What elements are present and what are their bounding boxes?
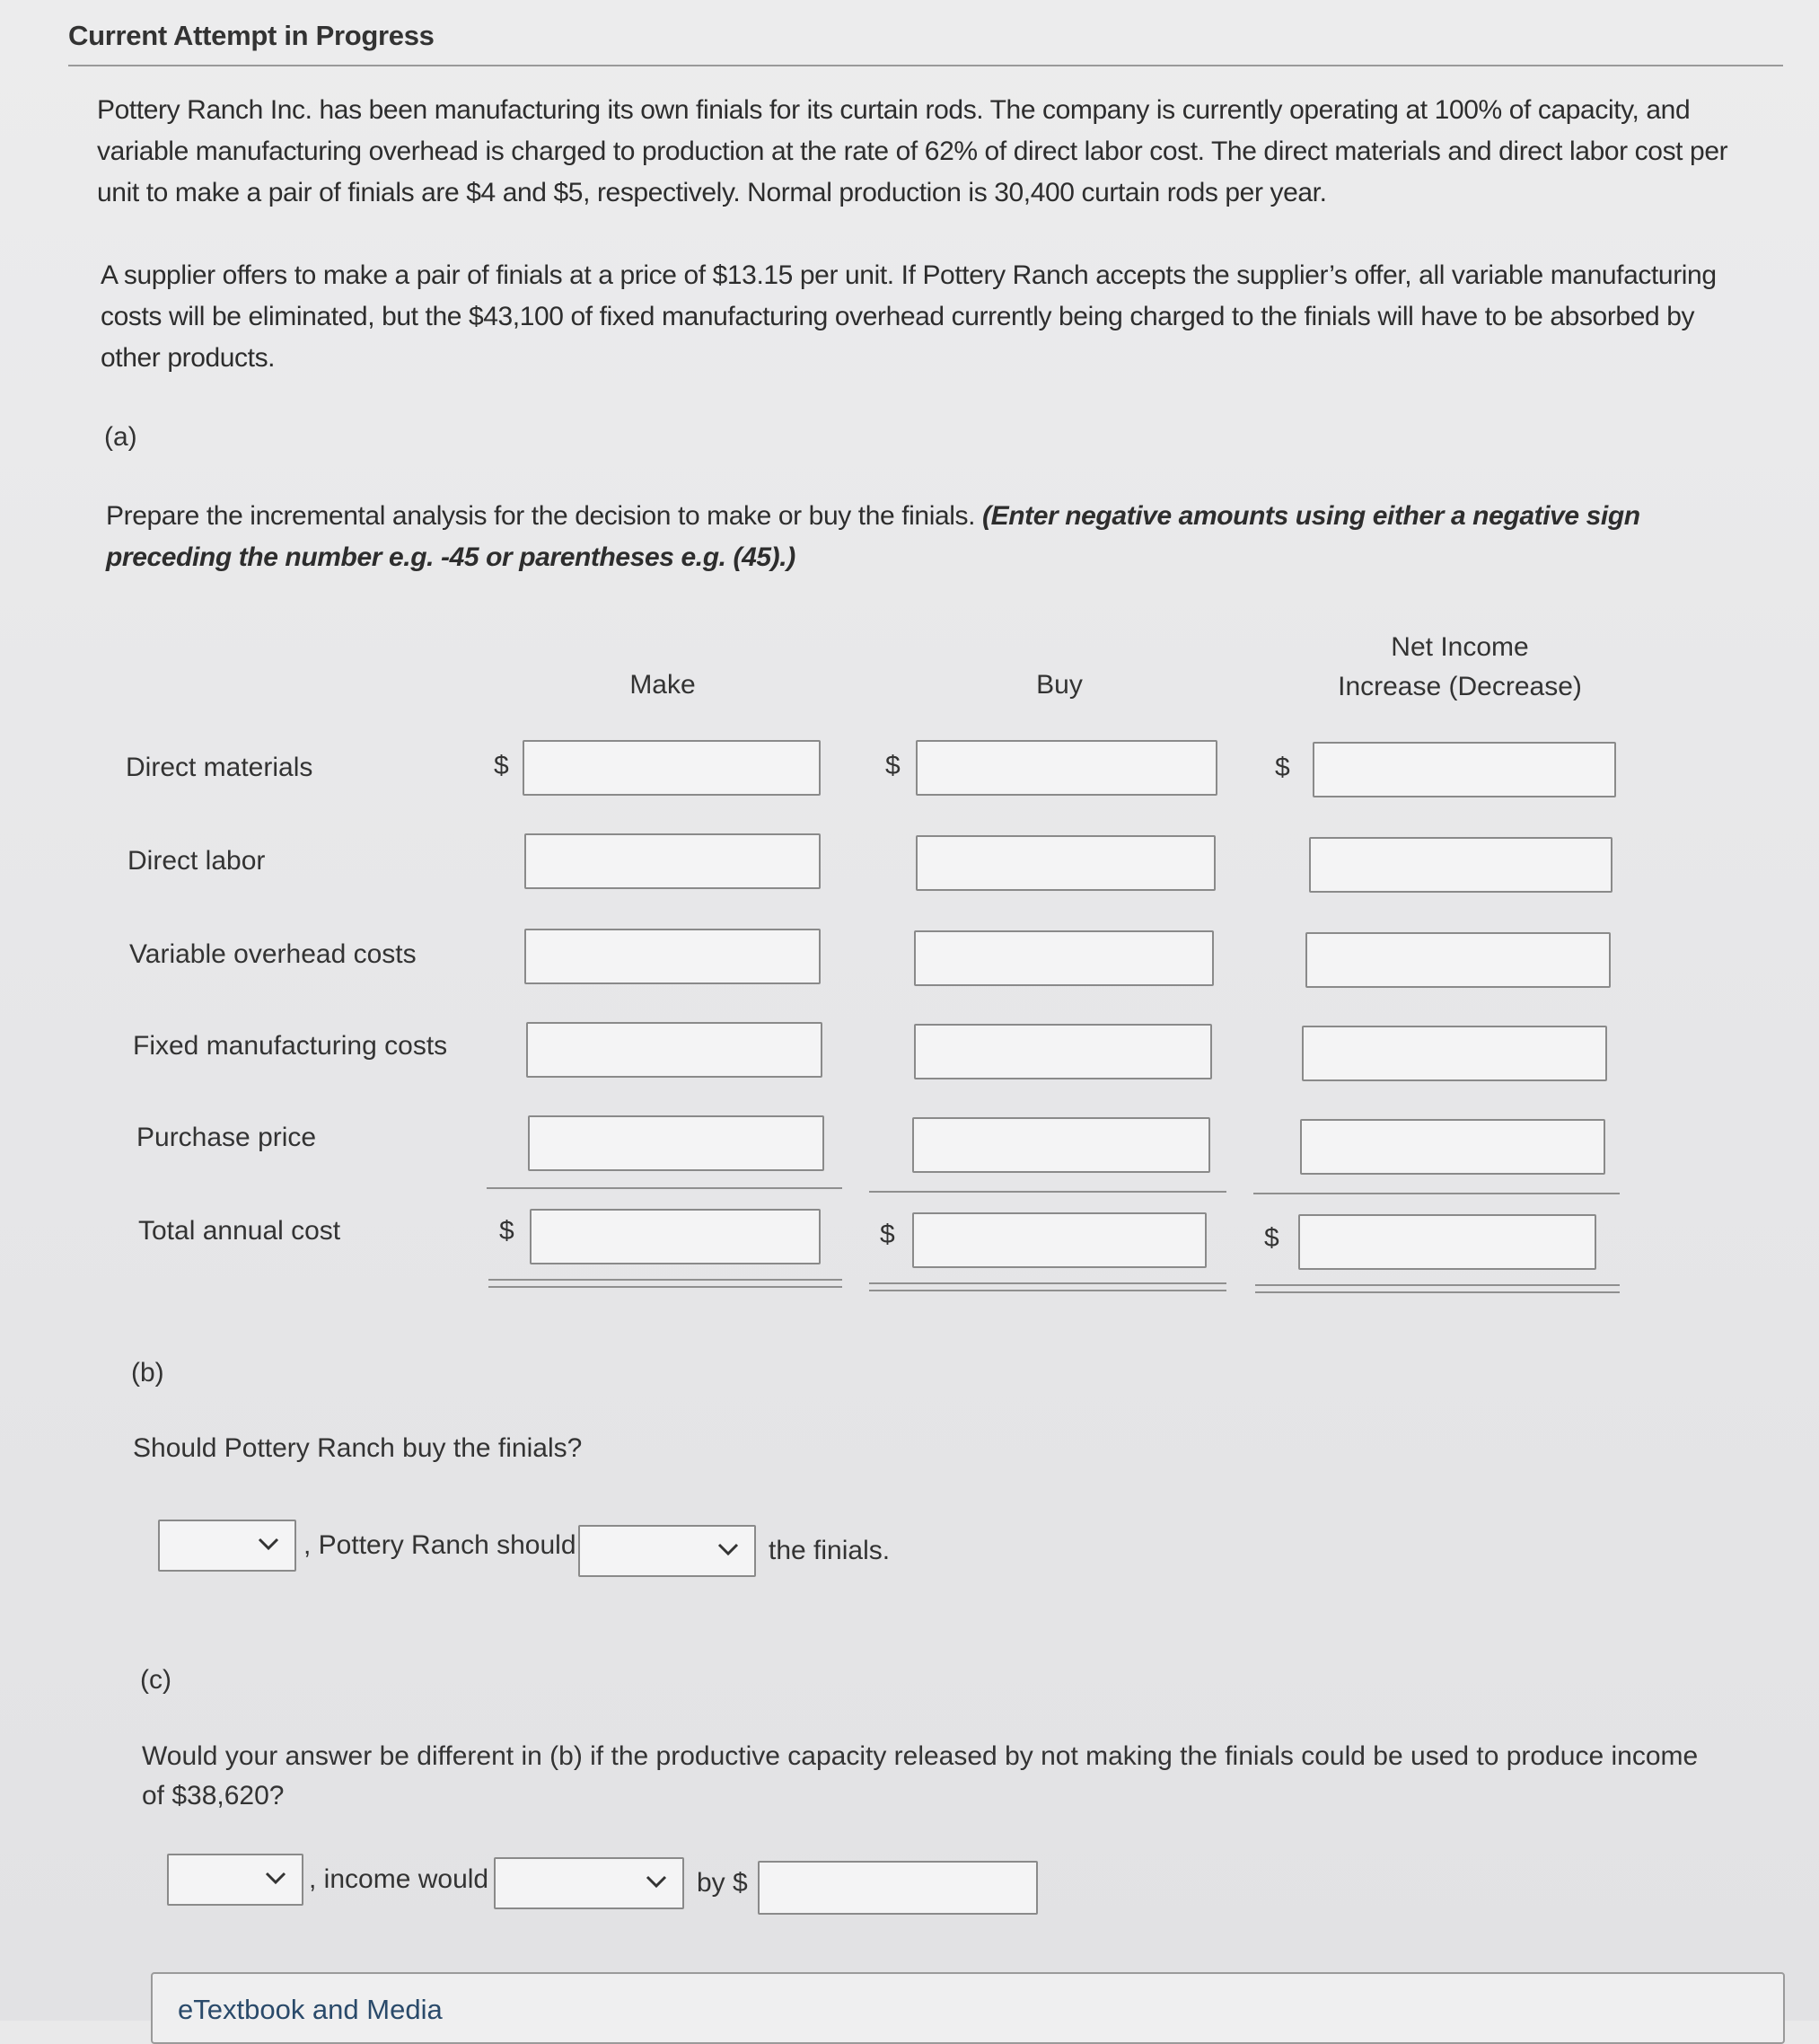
part-c-amount-input[interactable] [758,1861,1038,1915]
part-b-label: (b) [131,1358,164,1388]
dollar-sign: $ [499,1216,514,1246]
net-variable-overhead-input[interactable] [1305,932,1611,988]
total-rule-buy-2 [869,1290,1226,1291]
total-rule-make-2 [488,1286,842,1288]
problem-paragraph-2: A supplier offers to make a pair of finials at a price of $13.15 per unit. If Pottery Ranch accepts the supplier’s offer, all variable manufacturing costs will be eliminated, but the $43,100 of fixed manufacturing overhead currently being charged to the finials will have to be absorbed by other products. [101,260,1717,373]
row-label-variable-overhead: Variable overhead costs [129,939,417,969]
page-title: Current Attempt in Progress [68,20,435,51]
make-direct-materials-input[interactable] [523,740,821,796]
part-c-direction-dropdown[interactable] [494,1857,684,1909]
etextbook-and-media-link[interactable]: eTextbook and Media [178,1994,443,2025]
part-b-answer-dropdown[interactable] [158,1520,296,1572]
chevron-down-icon [643,1868,670,1895]
make-purchase-price-input[interactable] [528,1115,824,1171]
row-label-direct-labor: Direct labor [127,846,266,876]
net-total-annual-cost-input[interactable] [1298,1214,1596,1270]
column-header-net-line1: Net Income [1391,632,1529,662]
part-c-answer-dropdown[interactable] [167,1854,303,1906]
part-c-text-by: by $ [697,1868,748,1898]
part-c-label: (c) [140,1665,171,1695]
chevron-down-icon [255,1530,282,1557]
dollar-sign: $ [1275,753,1290,782]
problem-paragraph-1: Pottery Ranch Inc. has been manufacturing its own finials for its curtain rods. The company is currently operating at 100% of capacity, and variable manufacturing overhead is charged to production at the rate of 62% of direct labor cost. The direct materials and direct labor cost per unit to make a pair of finials are $4 and $5, respectively. Normal production is 30,400 curtain rods per year. [97,95,1728,207]
instruction-text: Prepare the incremental analysis for the decision to make or buy the finials. [106,501,976,531]
instruction-emphasis: (Enter negative amounts using either a negative sign preceding the number e.g. -45 or parentheses e.g. (45).) [106,501,1640,572]
buy-fixed-manufacturing-input[interactable] [914,1024,1212,1079]
buy-direct-labor-input[interactable] [916,835,1216,891]
total-rule-net-2 [1255,1291,1620,1293]
total-rule-buy-1 [869,1282,1226,1284]
part-c-text-middle: , income would [309,1864,489,1894]
dollar-sign: $ [880,1220,895,1249]
total-rule-net-1 [1255,1284,1620,1286]
header-divider [68,65,1783,66]
net-direct-materials-input[interactable] [1313,742,1616,797]
part-b-text-end: the finials. [769,1536,891,1565]
part-a-label: (a) [104,422,137,452]
make-variable-overhead-input[interactable] [524,929,821,984]
total-rule-make-1 [488,1279,842,1281]
buy-direct-materials-input[interactable] [916,740,1217,796]
chevron-down-icon [715,1536,742,1563]
part-b-action-dropdown[interactable] [578,1525,756,1577]
buy-variable-overhead-input[interactable] [914,930,1214,986]
buy-total-annual-cost-input[interactable] [912,1212,1207,1268]
net-fixed-manufacturing-input[interactable] [1302,1026,1607,1081]
row-label-direct-materials: Direct materials [126,753,313,782]
chevron-down-icon [262,1864,289,1891]
row-label-total-annual-cost: Total annual cost [138,1216,341,1246]
row-label-purchase-price: Purchase price [136,1123,317,1152]
make-total-annual-cost-input[interactable] [530,1209,821,1264]
dollar-sign: $ [494,751,509,780]
subtotal-rule-make [487,1187,842,1189]
subtotal-rule-buy [869,1191,1226,1193]
column-header-net-line2: Increase (Decrease) [1338,672,1582,701]
column-header-make: Make [629,670,696,700]
make-fixed-manufacturing-input[interactable] [526,1022,822,1078]
make-direct-labor-input[interactable] [524,833,821,889]
part-c-question: Would your answer be different in (b) if the productive capacity released by not making the finials could be used to produce income of $38,620? [142,1741,1699,1811]
subtotal-rule-net [1253,1193,1620,1194]
dollar-sign: $ [885,751,901,780]
buy-purchase-price-input[interactable] [912,1117,1210,1173]
net-direct-labor-input[interactable] [1309,837,1612,893]
net-purchase-price-input[interactable] [1300,1119,1605,1175]
part-b-question: Should Pottery Ranch buy the finials? [133,1433,583,1463]
row-label-fixed-manufacturing: Fixed manufacturing costs [133,1031,448,1061]
part-a-instruction [106,496,1758,578]
column-header-buy: Buy [1036,670,1083,700]
part-b-text-middle: , Pottery Ranch should [303,1530,576,1560]
dollar-sign: $ [1264,1223,1279,1253]
etextbook-and-media-panel[interactable] [151,1972,1785,2044]
